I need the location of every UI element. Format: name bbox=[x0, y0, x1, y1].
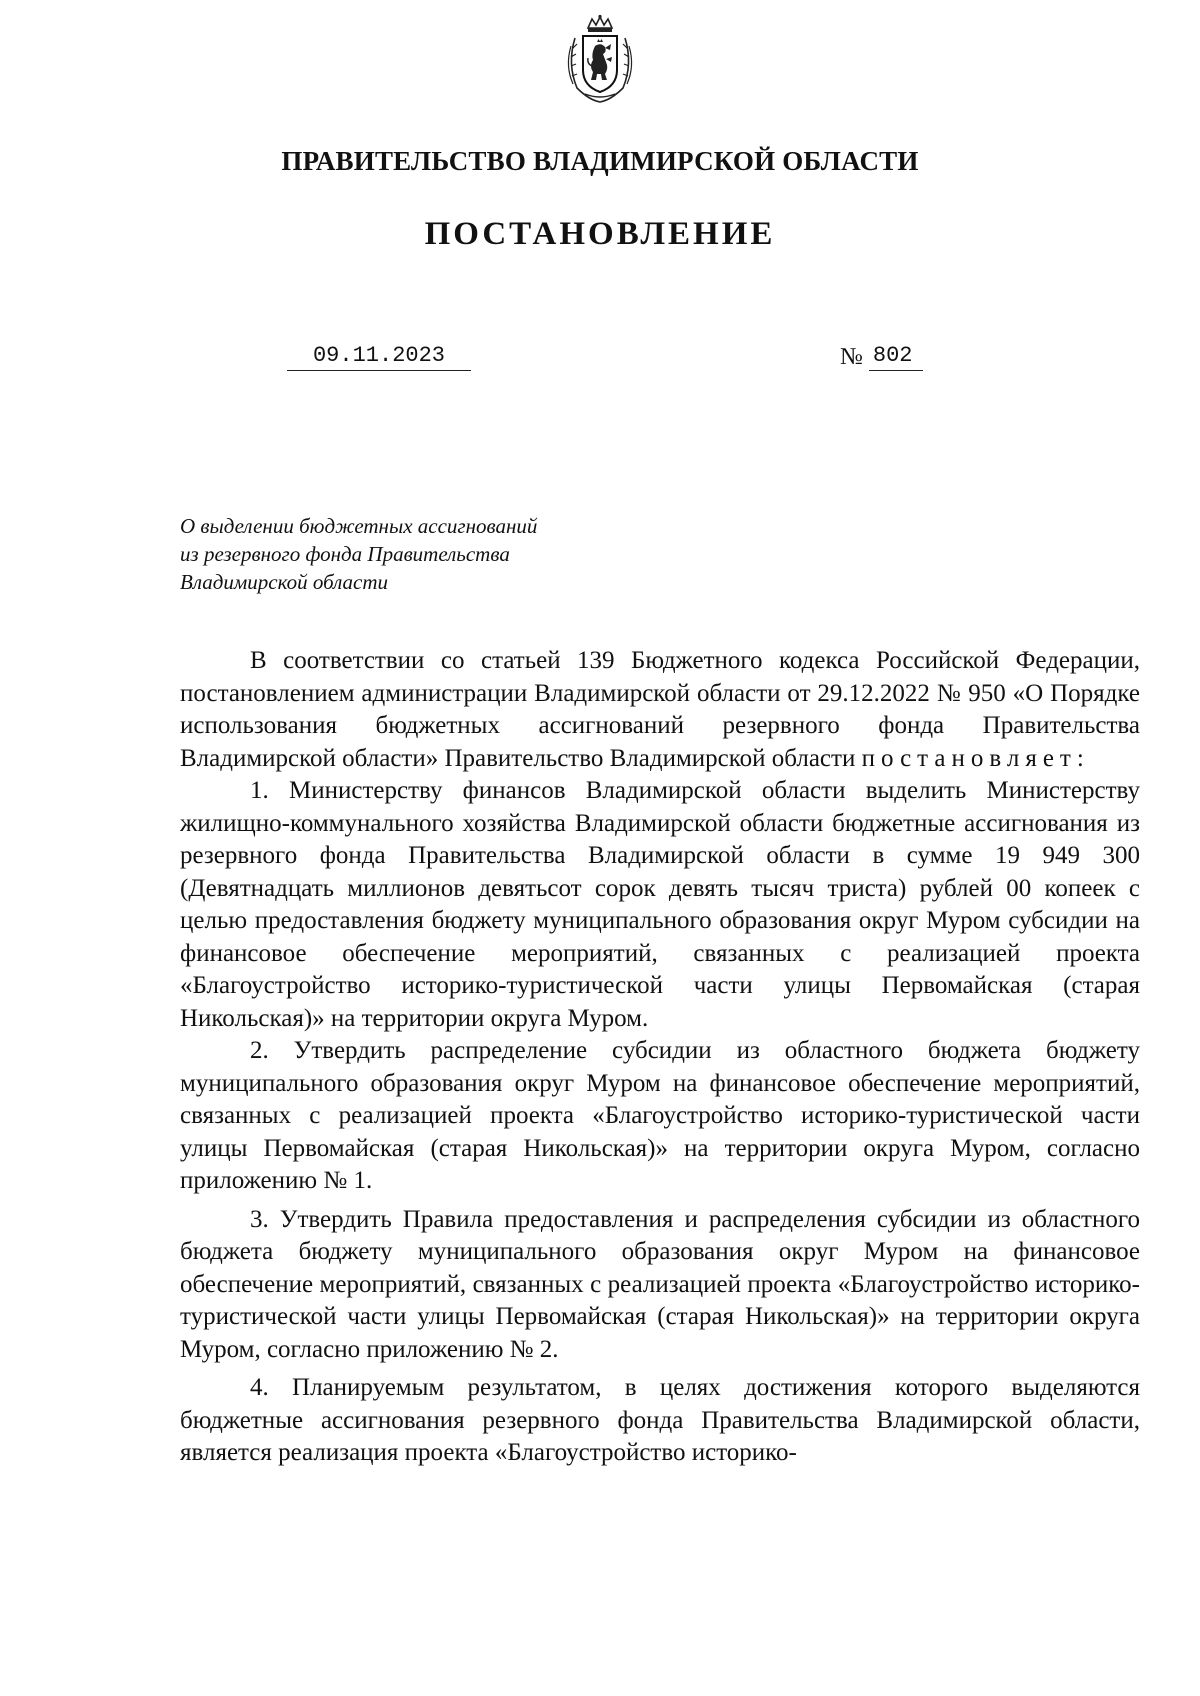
number-sign: № bbox=[840, 344, 863, 370]
document-type-title: ПОСТАНОВЛЕНИЕ bbox=[424, 216, 776, 252]
document-number bbox=[840, 342, 923, 371]
clause-1: 1. Министерству финансов Владимирской области выделить Министерству жилищно-коммунального хозяйства Владимирской области бюджетные ассигнования из резервного фонда Правительства Владимирской области в сумме 19 949 300 (Девятнадцать миллионов девятьсот сорок девять тысяч триста) рублей 00 копеек с целью предоставления бюджету муниципального образования округ Муром субсидии на финансовое обеспечение мероприятий, связанных с реализацией проекта «Благоустройство историко-туристической части улицы Первомайская (старая Никольская)» на территории округа Муром. bbox=[180, 777, 1140, 1032]
clause-4: 4. Планируемым результатом, в целях достижения которого выделяются бюджетные ассигнования резервного фонда Правительства Владимирской области, является реализация проекта «Благоустройство историко- bbox=[180, 1374, 1140, 1466]
preamble-paragraph bbox=[180, 645, 1140, 775]
resolves-word: постановляет: bbox=[861, 744, 1090, 772]
document-subject bbox=[180, 512, 680, 596]
document-date: 09.11.2023 bbox=[287, 342, 471, 371]
clause-3: 3. Утвердить Правила предоставления и распределения субсидии из областного бюджета бюджету муниципального образования округ Муром на финансовое обеспечение мероприятий, связанных с реализацией проекта «Благоустройство историко-туристической части улицы Первомайская (старая Никольская)» на территории округа Муром, согласно приложению № 2. bbox=[180, 1205, 1140, 1363]
preamble-text: В соответствии со статьей 139 Бюджетного кодекса Российской Федерации, постановлением администрации Владимирской области от 29.12.2022 № 950 «О Порядке использования бюджетных ассигнований резервного фонда Правительства Владимирской области» Правительство Владимирской области bbox=[180, 647, 1140, 772]
subject-line: Владимирской области bbox=[180, 570, 389, 594]
government-title: ПРАВИТЕЛЬСТВО ВЛАДИМИРСКОЙ ОБЛАСТИ bbox=[281, 146, 919, 176]
number-value: 802 bbox=[869, 342, 923, 371]
document-body bbox=[180, 645, 1140, 1470]
vladimir-region-coat-of-arms-icon bbox=[561, 14, 639, 104]
subject-line: О выделении бюджетных ассигнований bbox=[180, 514, 538, 538]
subject-line: из резервного фонда Правительства bbox=[180, 542, 510, 566]
clause-2: 2. Утвердить распределение субсидии из областного бюджета бюджету муниципального образования округ Муром на финансовое обеспечение мероприятий, связанных с реализацией проекта «Благоустройство историко-туристической части улицы Первомайская (старая Никольская)» на территории округа Муром, согласно приложению № 1. bbox=[180, 1037, 1140, 1194]
